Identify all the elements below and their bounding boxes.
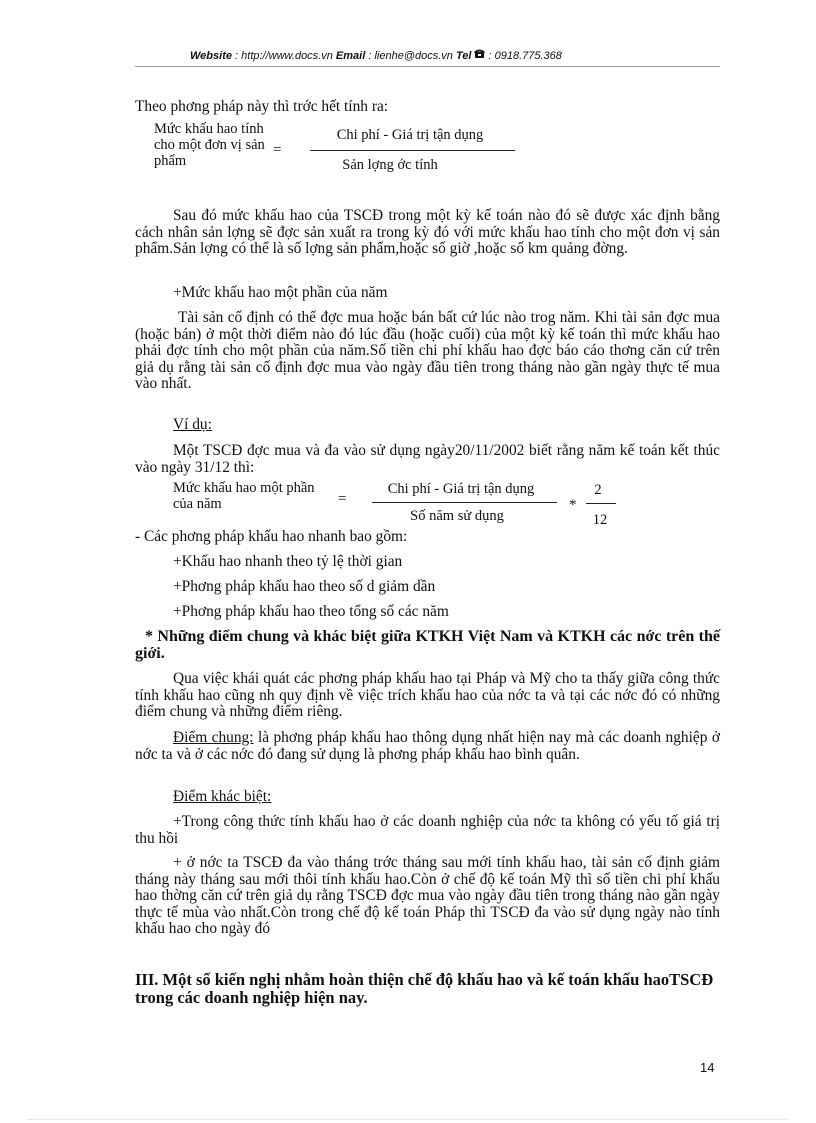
example-label: Ví dụ: bbox=[173, 416, 212, 433]
formula2-numerator: Chi phí - Giá trị tận dụng bbox=[387, 481, 535, 497]
formula2-num2: 2 bbox=[594, 482, 602, 498]
paragraph-6: + ở nớc ta TSCĐ đa vào tháng trớc tháng sau mới tính khấu hao, tài sản cố định giảm tháng này tháng sau mới thôi tính khấu hao.Còn ở chế độ kế toán Mỹ thì số tiền chi phí khấu hao thờng căn cứ trên giả dụ rằng TSCĐ đợc mua vào ngày đầu tiên trong tháng nào gần ngày thực tế mùa vào nhất.Còn trong chế độ kế toán Pháp thì TSCĐ đa vào sử dụng ngày nào tính khấu hao cho ngày đó bbox=[135, 854, 720, 937]
formula1-numerator: Chi phí - Giá trị tận dụng bbox=[336, 127, 484, 143]
paragraph-5: +Trong công thức tính khấu hao ở các doanh nghiệp của nớc ta không có yếu tố giá trị thu hồi bbox=[135, 813, 720, 847]
formula2-lhs: Mức khấu hao một phần của năm bbox=[173, 480, 315, 512]
paragraph-4: Qua việc khái quát các phơng pháp khấu hao tại Pháp và Mỹ cho ta thấy giữa công thức tính khấu hao cũng nh quy định về việc trích khấu hao của nớc ta và tại các nớc đó có những điểm chung và những điểm riêng. bbox=[135, 670, 720, 720]
formula2-times: * bbox=[569, 497, 577, 513]
phone-icon bbox=[474, 49, 485, 62]
formula1-denominator: Sản lợng ớc tính bbox=[342, 157, 438, 173]
page-bottom-border bbox=[28, 1119, 788, 1120]
paragraph-common bbox=[135, 730, 720, 763]
difference-label: Điểm khác biệt: bbox=[173, 788, 272, 805]
paragraph-3: Một TSCĐ đợc mua và đa vào sử dụng ngày20/11/2002 biết rằng năm kế toán kết thúc vào ngày 31/12 thì: bbox=[135, 442, 720, 476]
paragraph-1: Sau đó mức khấu hao của TSCĐ trong một kỳ kế toán nào đó sẽ được xác định bằng cách nhân sản lợng sẽ đợc sản xuất ra trong kỳ đó với mức khấu hao tính cho một đơn vị sản phẩm.Sản lợng có thể là số lợng sản phẩm,hoặc số giờ ,hoặc số km quảng đờng. bbox=[135, 207, 720, 257]
formula1-fraction-bar bbox=[310, 150, 515, 151]
email-value: : lienhe@docs.vn bbox=[365, 50, 456, 62]
email-label: Email bbox=[335, 50, 366, 62]
formula2-fraction-bar-2 bbox=[586, 503, 616, 504]
formula1-equals: = bbox=[273, 142, 282, 158]
fast-method-item: +Khấu hao nhanh theo tỷ lệ thời gian bbox=[173, 553, 403, 570]
intro-line: Theo phơng pháp này thì trớc hết tính ra: bbox=[135, 98, 389, 115]
header-divider bbox=[135, 66, 720, 67]
heading-partial-year: +Mức khấu hao một phần của năm bbox=[173, 284, 388, 301]
page-number: 14 bbox=[700, 1060, 715, 1075]
page-header bbox=[190, 49, 562, 62]
tel-value: : 0918.775.368 bbox=[485, 50, 562, 62]
tel-label: Tel bbox=[455, 50, 472, 62]
formula1-lhs: Mức khấu hao tính cho một đơn vị sản phẩm bbox=[154, 121, 265, 169]
paragraph-2: Tài sản cố định có thể đợc mua hoặc bán bất cứ lúc nào trog năm. Khi tài sản đợc mua (hoặc bán) ở một thời điểm nào đó lúc đầu (hoặc cuối) của một kỳ kế toán thì mức khấu hao phải đợc tính cho một phần của năm.Số tiền chi phí khấu hao đợc báo cáo thơng căn cứ trên giả dụ rằng tài sản cố định đợc mua vào ngày đầu tiên trong tháng nào gần ngày thực tế mua vào nhất. bbox=[135, 309, 720, 392]
formula2-fraction-bar bbox=[372, 502, 557, 503]
fast-method-item: +Phơng pháp khấu hao theo tổng số các năm bbox=[173, 603, 449, 620]
fast-method-item: +Phơng pháp khấu hao theo số d giảm dần bbox=[173, 578, 436, 595]
section-heading-comparison: * Những điểm chung và khác biệt giữa KTKH Việt Nam và KTKH các nớc trên thế giới. bbox=[135, 628, 720, 662]
formula2-denominator: Số năm sử dụng bbox=[410, 508, 504, 524]
common-label: Điểm chung: bbox=[173, 729, 254, 746]
formula2-den2: 12 bbox=[592, 512, 608, 528]
common-text: là phơng pháp khấu hao thông dụng nhất hiện nay mà các doanh nghiệp ở nớc ta và ở các nớc đó đang sử dụng là phơng pháp khấu hao bình quân. bbox=[135, 729, 720, 763]
formula2-equals: = bbox=[338, 491, 347, 507]
website-value: : http://www.docs.vn bbox=[231, 50, 336, 62]
section-heading-iii: III. Một số kiến nghị nhằm hoàn thiện chế độ khấu hao và kế toán khấu haoTSCĐ trong các doanh nghiệp hiện nay. bbox=[135, 970, 714, 1007]
fast-methods-intro: - Các phơng pháp khấu hao nhanh bao gồm: bbox=[135, 528, 408, 545]
website-label: Website bbox=[190, 50, 232, 62]
